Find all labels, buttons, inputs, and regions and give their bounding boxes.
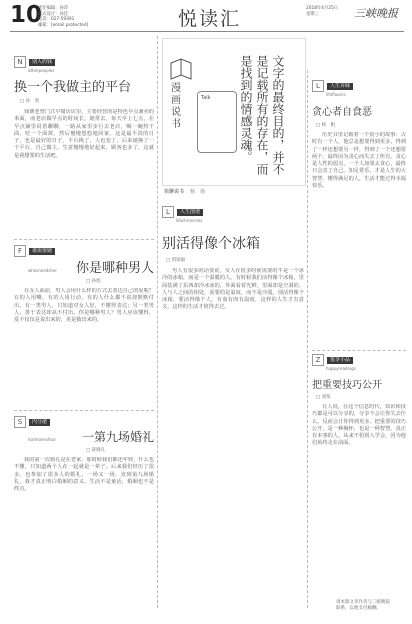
editor-note-line: 联系，以便支付稿酬。 [336, 606, 381, 611]
section-tag: 内分泌 [29, 419, 50, 426]
section-tag: 人生图谱 [177, 209, 203, 216]
section-divider [14, 410, 154, 411]
section-tag-subtitle: whosneedsher [28, 268, 58, 273]
article-body: 历史书里记载着一个很小的故事：古时有一个人，他总是想要得到更多，得到了一样还想要另一样，得到了一个还想要两个，最终因为贪心而失去了所有。贪心是人性的弱点，一个人如果太贪心，最终只会害了自己。知足常乐，才是人生的大智慧。懂得满足的人，生活才能过得幸福快乐。 [312, 132, 406, 189]
article-headline: 把重要技巧公开 [312, 380, 382, 391]
section-title: 悦读汇 [178, 8, 242, 30]
article-right-top [312, 80, 406, 332]
article-headline: 换一个我做主的平台 [14, 80, 132, 95]
section-divider [14, 239, 154, 240]
article-headline: 别活得像个冰箱 [162, 236, 260, 252]
issue-date-line: 2018年4月25日 [306, 6, 339, 11]
issue-date [306, 6, 352, 17]
book-doodle-icon [169, 57, 193, 83]
article-body: 我的第一次婚礼是在老家，那时候我们都还年轻，什么也不懂，只知道两个人在一起就是一辈子。后来我们经历了很多，也参加了很多人的婚礼，一场又一场，直到第九场婚礼，我才真正明白婚姻的意义。生活不是童话，婚姻也不是终点。 [14, 457, 154, 492]
article-left-mid [14, 245, 154, 418]
illustration-panel [162, 38, 306, 186]
article-body: 钱塘老曾门式早餐店店里，主要经营的是特色早点兼卖的米面，而老店做早点的时间长，她常去。每天早上七点，在早点铺里说着聊聊，一路从家里步行去老店，喝一碗热干面，吃一个面窝，然后慢慢悠悠地回家。这是最平淡的日子，也是最好的日子。平台换了，人也变了，后来她换了一个平台，自己做主，生意慢慢地好起来，顾客也多了，这就是我想要的生活吧。 [14, 109, 154, 159]
editor-note-line: 请本版文章作者与三峡晚报 [336, 600, 390, 605]
section-badge-icon: N [14, 56, 26, 68]
article-body: 有人说，在这个信息时代，知识和技巧都是可以分享的，分享不会让你失去什么，反而会让你得到更多。把重要的技巧公开，是一种胸怀，也是一种智慧。真正有本事的人，从来不怕别人学会，因为他们始终走在前面。 [312, 404, 406, 447]
editor-note [336, 600, 406, 612]
section-tag: 悦享小品 [327, 357, 353, 364]
illustration-side-char: 画 [171, 95, 181, 106]
paper-logo: 三峡晚报 [354, 7, 398, 20]
illustration-quote-line: 文字的最终目的，并不 [271, 55, 285, 175]
article-left-top [14, 56, 154, 261]
article-body: 男人有很多的话要说，女人在很多时候需要的不是一个冰冷的冰箱，而是一个温暖的人。有时候我们活得像个冰箱，里面装满了东西却冷冰冰的，外面看着光鲜，里面却是空洞的。人与人之间的相处，需要的是温度，而不是冷漠。别活得像个冰箱，要活得像个人，有血有肉有温度，这样的人生才有意义，这样的生活才值得去过。 [162, 268, 304, 311]
section-badge-icon: S [14, 416, 26, 428]
article-center [162, 206, 304, 598]
article-author: □ 刘鉴 [316, 395, 331, 400]
article-headline: 一第九场婚礼 [81, 430, 154, 444]
illustration-quote [239, 55, 285, 175]
section-tag-subtitle: hormonesfour [28, 437, 57, 442]
section-badge-icon: F [14, 245, 26, 257]
article-author: □ 杨 帆 [316, 123, 336, 128]
article-author: □ 周梁毅 [166, 258, 186, 263]
section-tag: 人生百味 [327, 83, 353, 90]
article-author: □ 孙 勇 [20, 99, 40, 104]
column-divider [307, 70, 308, 608]
section-tag: 别人的钱 [29, 59, 55, 66]
article-left-bottom [14, 416, 154, 607]
caption-author: 杨 扬 [190, 189, 206, 195]
illustration-quote-line: 是记载所有的存在，而 [255, 55, 269, 175]
illustration-side-char: 漫 [171, 83, 181, 94]
section-tag-subtitle: happyreadings [326, 366, 356, 371]
editor-meta-line: 版式设计：孙佳 [38, 11, 69, 17]
section-tag-subtitle: lifeflavors [326, 92, 346, 97]
article-headline: 你是哪种男人 [75, 261, 154, 276]
section-badge-icon: L [312, 80, 324, 92]
illustration-side-char: 书 [171, 119, 181, 130]
page-number: 10 [10, 2, 43, 28]
article-author: □ 聂晓凡 [86, 448, 106, 453]
illustration-side-label [171, 83, 181, 131]
editor-meta-line: 邮箱：[email protected] [38, 22, 89, 28]
section-tag: 谁需要她 [29, 248, 55, 255]
article-body: 在女人面前，男人会用什么样的方式去表达自己的爱呢？有的人用嘴，有的人用行动，有的人什么都不说却默默付出。有一类男人，只知道对女人好，不懂得表达；另一类男人，善于表达却从不付出。你是哪种男人？男人应该懂得，爱不仅仅是说出来的，更是做出来的。 [14, 288, 154, 323]
article-author: □ 孙旭 [86, 279, 101, 284]
masthead-rule [10, 31, 404, 32]
caption-title: 快聊说书 [164, 189, 185, 195]
section-badge-icon: Z [312, 354, 324, 366]
column-divider [157, 36, 158, 608]
editor-meta-line: 电话：027-59391 [38, 17, 75, 22]
illustration-caption [164, 188, 205, 195]
issue-date-line: 星期三 [306, 11, 319, 17]
editor-meta-line: 责任编辑：孙萍 [38, 6, 69, 11]
section-tag-subtitle: otherpeoples [28, 68, 55, 73]
article-right-bottom [312, 354, 406, 569]
bubble-text: Talk [201, 95, 211, 101]
section-tag-subtitle: lifechronicles [176, 218, 203, 223]
illustration-quote-line: 是找到的情感灵魂。 [239, 55, 253, 163]
article-headline: 贪心者自食恶 [312, 107, 372, 118]
section-badge-icon: L [162, 206, 174, 218]
section-divider [312, 350, 406, 351]
editor-meta [38, 6, 98, 28]
illustration-side-char: 说 [171, 107, 181, 118]
